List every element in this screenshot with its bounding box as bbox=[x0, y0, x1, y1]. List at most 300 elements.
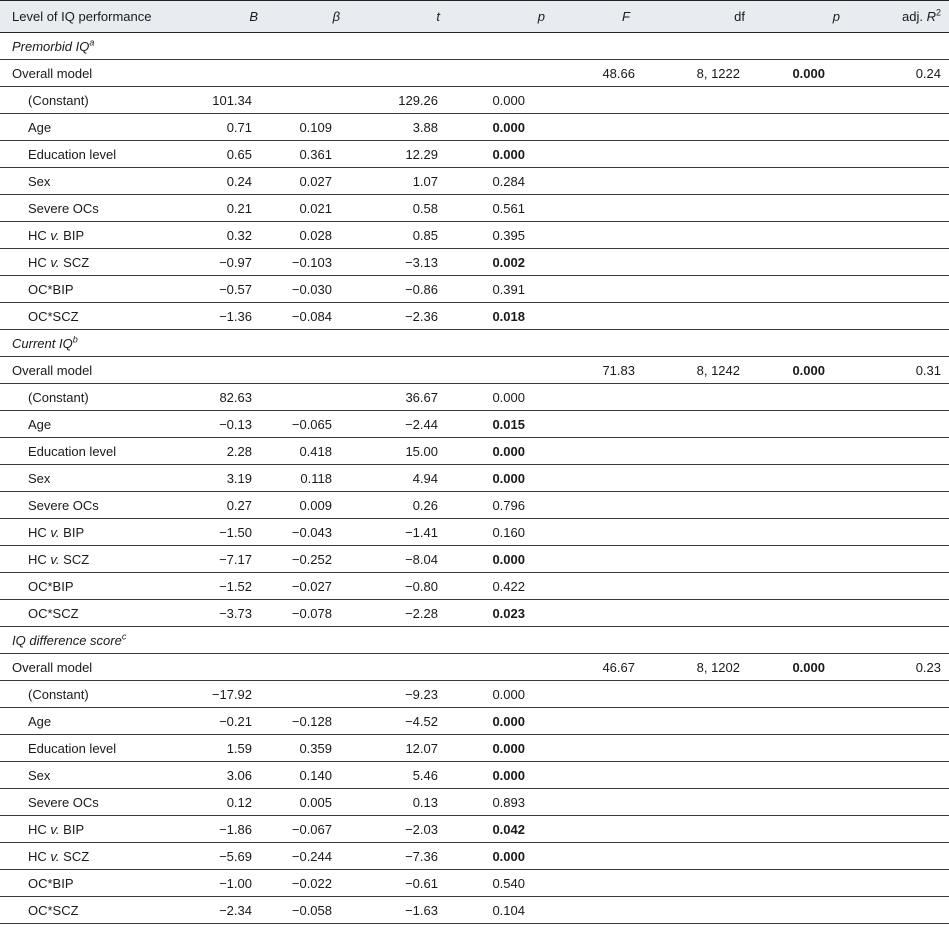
empty-cell bbox=[870, 168, 949, 195]
stat-t: 15.00 bbox=[370, 438, 470, 465]
coef-b: −0.21 bbox=[185, 708, 270, 735]
overall-model-row bbox=[0, 60, 949, 87]
overall-p: 0.000 bbox=[775, 60, 870, 87]
empty-cell bbox=[470, 60, 555, 87]
empty-cell bbox=[270, 60, 370, 87]
predictor-label-italic: v. bbox=[50, 254, 60, 270]
predictor-row bbox=[0, 114, 949, 141]
predictor-label-italic: v. bbox=[50, 848, 60, 864]
predictor-label bbox=[0, 870, 185, 897]
section-title bbox=[0, 330, 949, 357]
empty-cell bbox=[470, 357, 555, 384]
section-title-text: Current IQ bbox=[12, 335, 73, 351]
p-value: 0.000 bbox=[470, 708, 555, 735]
p-value: 0.000 bbox=[470, 141, 555, 168]
predictor-label bbox=[0, 789, 185, 816]
empty-cell bbox=[870, 411, 949, 438]
empty-cell bbox=[870, 141, 949, 168]
empty-cell bbox=[775, 249, 870, 276]
predictor-row bbox=[0, 870, 949, 897]
overall-adj-r2: 0.23 bbox=[870, 654, 949, 681]
overall-df: 8, 1222 bbox=[660, 60, 775, 87]
empty-cell bbox=[555, 708, 660, 735]
coef-beta: −0.065 bbox=[270, 411, 370, 438]
overall-f: 48.66 bbox=[555, 60, 660, 87]
empty-cell bbox=[555, 114, 660, 141]
empty-cell bbox=[660, 546, 775, 573]
predictor-label-suffix: SCZ bbox=[59, 254, 90, 270]
empty-cell bbox=[660, 249, 775, 276]
predictor-row bbox=[0, 519, 949, 546]
coef-beta: 0.005 bbox=[270, 789, 370, 816]
predictor-label-italic: v. bbox=[50, 551, 60, 567]
empty-cell bbox=[555, 141, 660, 168]
predictor-label-text: Sex bbox=[28, 173, 51, 189]
overall-df: 8, 1242 bbox=[660, 357, 775, 384]
empty-cell bbox=[660, 897, 775, 924]
predictor-row bbox=[0, 465, 949, 492]
coef-b: −5.69 bbox=[185, 843, 270, 870]
empty-cell bbox=[870, 843, 949, 870]
predictor-row bbox=[0, 843, 949, 870]
empty-cell bbox=[660, 438, 775, 465]
stat-t: −2.28 bbox=[370, 600, 470, 627]
stat-t: −1.41 bbox=[370, 519, 470, 546]
empty-cell bbox=[555, 573, 660, 600]
predictor-row bbox=[0, 168, 949, 195]
predictor-label-italic: v. bbox=[50, 227, 60, 243]
empty-cell bbox=[555, 735, 660, 762]
predictor-label-italic: v. bbox=[50, 821, 60, 837]
section-title-row bbox=[0, 330, 949, 357]
empty-cell bbox=[555, 249, 660, 276]
coef-beta: 0.359 bbox=[270, 735, 370, 762]
stat-t: 3.88 bbox=[370, 114, 470, 141]
section-title-footnote: c bbox=[121, 631, 127, 642]
coef-b: 0.65 bbox=[185, 141, 270, 168]
empty-cell bbox=[870, 195, 949, 222]
coef-beta: 0.418 bbox=[270, 438, 370, 465]
stat-t: −0.61 bbox=[370, 870, 470, 897]
empty-cell bbox=[270, 357, 370, 384]
empty-cell bbox=[870, 438, 949, 465]
coef-beta: −0.252 bbox=[270, 546, 370, 573]
p-value: 0.000 bbox=[470, 762, 555, 789]
predictor-label bbox=[0, 303, 185, 330]
predictor-label-text: HC bbox=[28, 524, 51, 540]
empty-cell bbox=[775, 222, 870, 249]
coef-beta: 0.009 bbox=[270, 492, 370, 519]
empty-cell bbox=[660, 600, 775, 627]
coef-b: 3.19 bbox=[185, 465, 270, 492]
empty-cell bbox=[775, 870, 870, 897]
empty-cell bbox=[660, 276, 775, 303]
coef-beta bbox=[270, 87, 370, 114]
p-value: 0.000 bbox=[470, 546, 555, 573]
overall-adj-r2: 0.24 bbox=[870, 60, 949, 87]
predictor-label-text: Sex bbox=[28, 767, 51, 783]
empty-cell bbox=[870, 735, 949, 762]
empty-cell bbox=[555, 222, 660, 249]
stat-t: −7.36 bbox=[370, 843, 470, 870]
empty-cell bbox=[775, 384, 870, 411]
p-value: 0.395 bbox=[470, 222, 555, 249]
empty-cell bbox=[870, 303, 949, 330]
empty-cell bbox=[775, 681, 870, 708]
empty-cell bbox=[870, 708, 949, 735]
predictor-row bbox=[0, 681, 949, 708]
coef-b: −1.00 bbox=[185, 870, 270, 897]
predictor-row bbox=[0, 735, 949, 762]
empty-cell bbox=[555, 600, 660, 627]
predictor-label bbox=[0, 519, 185, 546]
predictor-label-text: HC bbox=[28, 227, 51, 243]
coef-b: −3.73 bbox=[185, 600, 270, 627]
predictor-label-suffix: BIP bbox=[59, 821, 85, 837]
stat-t: 12.07 bbox=[370, 735, 470, 762]
stat-t: −0.86 bbox=[370, 276, 470, 303]
coef-beta: −0.030 bbox=[270, 276, 370, 303]
empty-cell bbox=[660, 870, 775, 897]
stat-t: 129.26 bbox=[370, 87, 470, 114]
header-f: F bbox=[555, 1, 660, 33]
predictor-row bbox=[0, 249, 949, 276]
empty-cell bbox=[660, 789, 775, 816]
stat-t: −2.36 bbox=[370, 303, 470, 330]
empty-cell bbox=[870, 492, 949, 519]
coef-beta: −0.084 bbox=[270, 303, 370, 330]
predictor-label-text: Sex bbox=[28, 470, 51, 486]
header-row bbox=[0, 1, 949, 33]
stat-t: −3.13 bbox=[370, 249, 470, 276]
empty-cell bbox=[870, 519, 949, 546]
empty-cell bbox=[660, 843, 775, 870]
stat-t: −0.80 bbox=[370, 573, 470, 600]
table-body bbox=[0, 33, 949, 924]
predictor-label-italic: v. bbox=[50, 524, 60, 540]
predictor-row bbox=[0, 492, 949, 519]
empty-cell bbox=[370, 654, 470, 681]
stat-t: 12.29 bbox=[370, 141, 470, 168]
predictor-label-text: HC bbox=[28, 254, 51, 270]
empty-cell bbox=[555, 843, 660, 870]
coef-b: −1.86 bbox=[185, 816, 270, 843]
coef-beta: −0.244 bbox=[270, 843, 370, 870]
empty-cell bbox=[870, 681, 949, 708]
empty-cell bbox=[660, 87, 775, 114]
empty-cell bbox=[555, 438, 660, 465]
empty-cell bbox=[660, 681, 775, 708]
header-p2: p bbox=[775, 1, 870, 33]
empty-cell bbox=[555, 681, 660, 708]
stat-t: −8.04 bbox=[370, 546, 470, 573]
predictor-label bbox=[0, 411, 185, 438]
predictor-row bbox=[0, 87, 949, 114]
overall-model-label: Overall model bbox=[0, 654, 185, 681]
coef-beta: −0.128 bbox=[270, 708, 370, 735]
p-value: 0.002 bbox=[470, 249, 555, 276]
p-value: 0.000 bbox=[470, 438, 555, 465]
empty-cell bbox=[870, 114, 949, 141]
empty-cell bbox=[870, 816, 949, 843]
empty-cell bbox=[775, 168, 870, 195]
p-value: 0.000 bbox=[470, 735, 555, 762]
empty-cell bbox=[555, 168, 660, 195]
coef-b: −0.57 bbox=[185, 276, 270, 303]
predictor-label bbox=[0, 114, 185, 141]
empty-cell bbox=[470, 654, 555, 681]
predictor-row bbox=[0, 708, 949, 735]
stat-t: −2.44 bbox=[370, 411, 470, 438]
stat-t: 5.46 bbox=[370, 762, 470, 789]
predictor-label bbox=[0, 438, 185, 465]
empty-cell bbox=[185, 60, 270, 87]
p-value: 0.422 bbox=[470, 573, 555, 600]
coef-beta: 0.118 bbox=[270, 465, 370, 492]
empty-cell bbox=[555, 816, 660, 843]
empty-cell bbox=[370, 357, 470, 384]
predictor-label bbox=[0, 897, 185, 924]
empty-cell bbox=[555, 519, 660, 546]
empty-cell bbox=[660, 195, 775, 222]
predictor-label-text: Education level bbox=[28, 740, 117, 756]
overall-model-row bbox=[0, 654, 949, 681]
predictor-row bbox=[0, 546, 949, 573]
empty-cell bbox=[555, 276, 660, 303]
empty-cell bbox=[775, 411, 870, 438]
predictor-label-text: OC*SCZ bbox=[28, 902, 79, 918]
empty-cell bbox=[555, 465, 660, 492]
predictor-label-suffix: SCZ bbox=[59, 551, 90, 567]
coef-beta: −0.078 bbox=[270, 600, 370, 627]
predictor-row bbox=[0, 411, 949, 438]
coef-b: 0.27 bbox=[185, 492, 270, 519]
coef-b: 0.12 bbox=[185, 789, 270, 816]
predictor-label-text: OC*BIP bbox=[28, 281, 74, 297]
empty-cell bbox=[660, 465, 775, 492]
section-title-footnote: b bbox=[72, 334, 78, 345]
stat-t: 0.85 bbox=[370, 222, 470, 249]
coef-b: 101.34 bbox=[185, 87, 270, 114]
empty-cell bbox=[775, 816, 870, 843]
overall-f: 71.83 bbox=[555, 357, 660, 384]
coef-b: −1.36 bbox=[185, 303, 270, 330]
predictor-row bbox=[0, 897, 949, 924]
empty-cell bbox=[870, 276, 949, 303]
header-beta: β bbox=[270, 1, 370, 33]
empty-cell bbox=[555, 492, 660, 519]
coef-b: 0.24 bbox=[185, 168, 270, 195]
empty-cell bbox=[660, 735, 775, 762]
section-title-row bbox=[0, 627, 949, 654]
predictor-label bbox=[0, 249, 185, 276]
coef-b: −0.13 bbox=[185, 411, 270, 438]
empty-cell bbox=[555, 87, 660, 114]
empty-cell bbox=[870, 870, 949, 897]
empty-cell bbox=[775, 843, 870, 870]
predictor-label bbox=[0, 384, 185, 411]
p-value: 0.042 bbox=[470, 816, 555, 843]
predictor-label-text: HC bbox=[28, 551, 51, 567]
predictor-label bbox=[0, 141, 185, 168]
stat-t: 0.26 bbox=[370, 492, 470, 519]
p-value: 0.160 bbox=[470, 519, 555, 546]
empty-cell bbox=[555, 897, 660, 924]
overall-model-label: Overall model bbox=[0, 357, 185, 384]
coef-b: 0.32 bbox=[185, 222, 270, 249]
predictor-label-text: HC bbox=[28, 848, 51, 864]
empty-cell bbox=[660, 816, 775, 843]
p-value: 0.000 bbox=[470, 843, 555, 870]
empty-cell bbox=[555, 303, 660, 330]
empty-cell bbox=[870, 762, 949, 789]
overall-p: 0.000 bbox=[775, 654, 870, 681]
header-b: B bbox=[185, 1, 270, 33]
coef-beta: 0.361 bbox=[270, 141, 370, 168]
empty-cell bbox=[775, 708, 870, 735]
empty-cell bbox=[555, 411, 660, 438]
predictor-label bbox=[0, 87, 185, 114]
coef-beta bbox=[270, 681, 370, 708]
predictor-row bbox=[0, 762, 949, 789]
empty-cell bbox=[775, 897, 870, 924]
empty-cell bbox=[555, 384, 660, 411]
empty-cell bbox=[775, 789, 870, 816]
predictor-label-text: Severe OCs bbox=[28, 200, 99, 216]
p-value: 0.893 bbox=[470, 789, 555, 816]
empty-cell bbox=[870, 384, 949, 411]
section-title bbox=[0, 627, 949, 654]
empty-cell bbox=[870, 249, 949, 276]
stat-t: −9.23 bbox=[370, 681, 470, 708]
empty-cell bbox=[555, 195, 660, 222]
p-value: 0.000 bbox=[470, 384, 555, 411]
coef-beta: −0.058 bbox=[270, 897, 370, 924]
empty-cell bbox=[870, 600, 949, 627]
predictor-label bbox=[0, 681, 185, 708]
predictor-label bbox=[0, 465, 185, 492]
coef-beta: −0.103 bbox=[270, 249, 370, 276]
empty-cell bbox=[775, 762, 870, 789]
coef-b: 82.63 bbox=[185, 384, 270, 411]
predictor-row bbox=[0, 222, 949, 249]
stat-t: 1.07 bbox=[370, 168, 470, 195]
empty-cell bbox=[775, 276, 870, 303]
header-t: t bbox=[370, 1, 470, 33]
coef-beta: 0.109 bbox=[270, 114, 370, 141]
empty-cell bbox=[775, 573, 870, 600]
predictor-label-suffix: BIP bbox=[59, 524, 85, 540]
p-value: 0.391 bbox=[470, 276, 555, 303]
coef-beta bbox=[270, 384, 370, 411]
coef-beta: 0.027 bbox=[270, 168, 370, 195]
empty-cell bbox=[660, 762, 775, 789]
coef-beta: 0.021 bbox=[270, 195, 370, 222]
coef-beta: −0.043 bbox=[270, 519, 370, 546]
empty-cell bbox=[660, 519, 775, 546]
predictor-label bbox=[0, 168, 185, 195]
empty-cell bbox=[870, 87, 949, 114]
predictor-row bbox=[0, 600, 949, 627]
overall-model-row bbox=[0, 357, 949, 384]
empty-cell bbox=[870, 573, 949, 600]
empty-cell bbox=[775, 87, 870, 114]
predictor-row bbox=[0, 384, 949, 411]
empty-cell bbox=[775, 519, 870, 546]
empty-cell bbox=[660, 573, 775, 600]
empty-cell bbox=[775, 546, 870, 573]
predictor-label-text: Education level bbox=[28, 146, 117, 162]
p-value: 0.561 bbox=[470, 195, 555, 222]
empty-cell bbox=[660, 303, 775, 330]
empty-cell bbox=[870, 546, 949, 573]
empty-cell bbox=[555, 546, 660, 573]
empty-cell bbox=[660, 384, 775, 411]
predictor-label-suffix: SCZ bbox=[59, 848, 90, 864]
p-value: 0.018 bbox=[470, 303, 555, 330]
coef-b: −17.92 bbox=[185, 681, 270, 708]
predictor-label-text: Severe OCs bbox=[28, 497, 99, 513]
coef-b: 3.06 bbox=[185, 762, 270, 789]
predictor-label bbox=[0, 195, 185, 222]
empty-cell bbox=[270, 654, 370, 681]
section-title-footnote: a bbox=[89, 37, 95, 48]
p-value: 0.796 bbox=[470, 492, 555, 519]
coef-b: −2.34 bbox=[185, 897, 270, 924]
table-header bbox=[0, 1, 949, 33]
predictor-row bbox=[0, 303, 949, 330]
overall-f: 46.67 bbox=[555, 654, 660, 681]
empty-cell bbox=[870, 222, 949, 249]
empty-cell bbox=[870, 897, 949, 924]
coef-b: 2.28 bbox=[185, 438, 270, 465]
predictor-label bbox=[0, 276, 185, 303]
empty-cell bbox=[870, 465, 949, 492]
empty-cell bbox=[370, 60, 470, 87]
predictor-label-text: Severe OCs bbox=[28, 794, 99, 810]
overall-model-label: Overall model bbox=[0, 60, 185, 87]
overall-p: 0.000 bbox=[775, 357, 870, 384]
stat-t: −2.03 bbox=[370, 816, 470, 843]
predictor-row bbox=[0, 438, 949, 465]
predictor-label bbox=[0, 762, 185, 789]
empty-cell bbox=[185, 654, 270, 681]
empty-cell bbox=[870, 789, 949, 816]
empty-cell bbox=[775, 114, 870, 141]
predictor-label bbox=[0, 843, 185, 870]
coef-beta: −0.067 bbox=[270, 816, 370, 843]
predictor-row bbox=[0, 195, 949, 222]
predictor-row bbox=[0, 573, 949, 600]
empty-cell bbox=[555, 762, 660, 789]
empty-cell bbox=[660, 411, 775, 438]
coef-b: 0.71 bbox=[185, 114, 270, 141]
empty-cell bbox=[775, 735, 870, 762]
predictor-label-text: HC bbox=[28, 821, 51, 837]
predictor-label-text: OC*SCZ bbox=[28, 308, 79, 324]
coef-b: −0.97 bbox=[185, 249, 270, 276]
empty-cell bbox=[775, 438, 870, 465]
predictor-label-text: OC*SCZ bbox=[28, 605, 79, 621]
overall-df: 8, 1202 bbox=[660, 654, 775, 681]
stat-t: −4.52 bbox=[370, 708, 470, 735]
coef-b: 0.21 bbox=[185, 195, 270, 222]
predictor-row bbox=[0, 789, 949, 816]
coef-beta: 0.140 bbox=[270, 762, 370, 789]
predictor-label bbox=[0, 546, 185, 573]
predictor-row bbox=[0, 816, 949, 843]
predictor-label-text: (Constant) bbox=[28, 92, 89, 108]
